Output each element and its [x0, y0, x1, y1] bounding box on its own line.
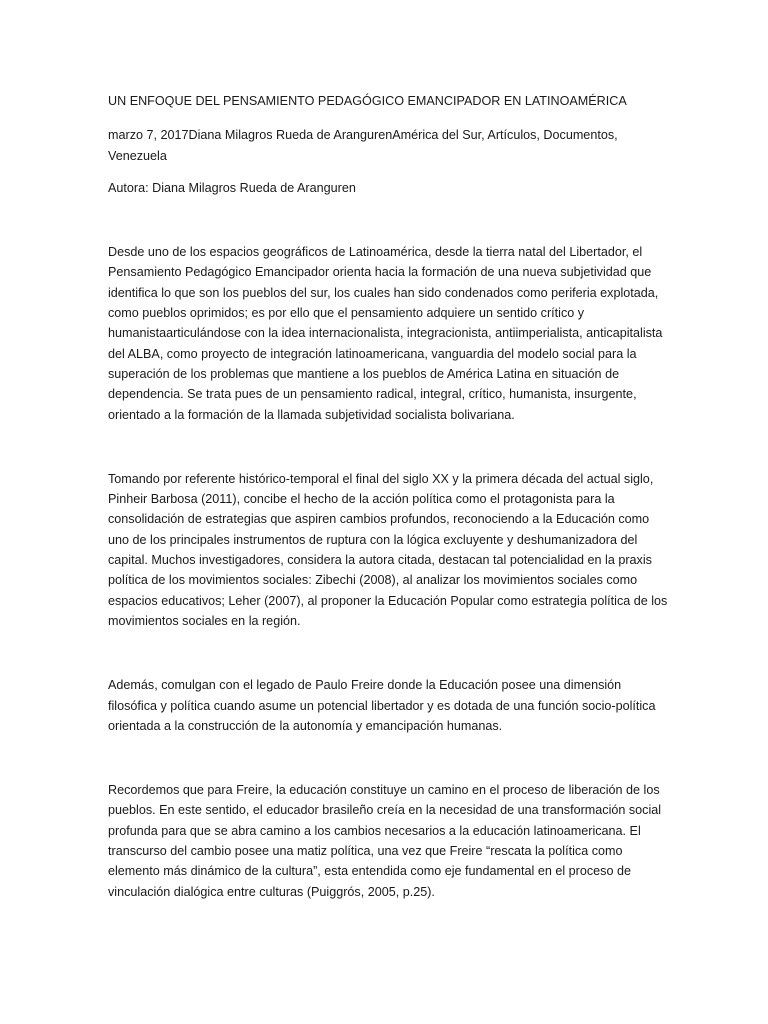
body-paragraph: Desde uno de los espacios geográficos de Latinoamérica, desde la tierra natal del Libertador, el Pensamiento Pedagógico Emancipador orienta hacia la formación de una nueva subjetividad que identifica lo que son los pueblos del sur, los cuales han sido condenados como periferia explotada, como pueblos oprimidos; es por ello que el pensamiento adquiere un sentido crítico y humanistaarticulándose con la idea internacionalista, integracionista, antiimperialista, anticapitalista del ALBA, como proyecto de integración latinoamericana, vanguardia del modelo social para la superación de los problemas que mantiene a los pueblos de América Latina en situación de dependencia. Se trata pues de un pensamiento radical, integral, crítico, humanista, insurgente, orientado a la formación de la llamada subjetividad socialista bolivariana.	[108, 245, 663, 422]
body-paragraph: Tomando por referente histórico-temporal el final del siglo XX y la primera década del actual siglo, Pinheir Barbosa (2011), concibe el hecho de la acción política como el protagonista para la consolidación de estrategias que aspiren cambios profundos, reconociendo a la Educación como uno de los principales instrumentos de ruptura con la lógica excluyente y deshumanizadora del capital. Muchos investigadores, considera la autora citada, destacan tal potencialidad en la praxis política de los movimientos sociales: Zibechi (2008), al analizar los movimientos sociales como espacios educativos; Leher (2007), al proponer la Educación Popular como estrategia política de los movimientos sociales en la región.	[108, 471, 668, 628]
post-meta-line: marzo 7, 2017Diana Milagros Rueda de ArangurenAmérica del Sur, Artículos, Documentos, Venezuela	[108, 128, 618, 163]
document-page	[108, 91, 668, 902]
body-paragraph: Además, comulgan con el legado de Paulo Freire donde la Educación posee una dimensión filosófica y política cuando asume un potencial libertador y es dotada de una función socio-política orientada a la construcción de la autonomía y emancipación humanas.	[108, 678, 656, 733]
author-line: Autora: Diana Milagros Rueda de Aranguren	[108, 180, 356, 195]
body-paragraph: Recordemos que para Freire, la educación constituye un camino en el proceso de liberación de los pueblos. En este sentido, el educador brasileño creía en la necesidad de una transformación social profunda para que se abra camino a los cambios necesarios a la educación latinoamericana. El transcurso del cambio posee una matiz política, una vez que Freire “rescata la política como elemento más dinámico de la cultura”, esta entendida como eje fundamental en el proceso de vinculación dialógica entre culturas (Puiggrós, 2005, p.25).	[108, 783, 662, 899]
document-title: UN ENFOQUE DEL PENSAMIENTO PEDAGÓGICO EMANCIPADOR EN LATINOAMÉRICA	[108, 94, 627, 108]
